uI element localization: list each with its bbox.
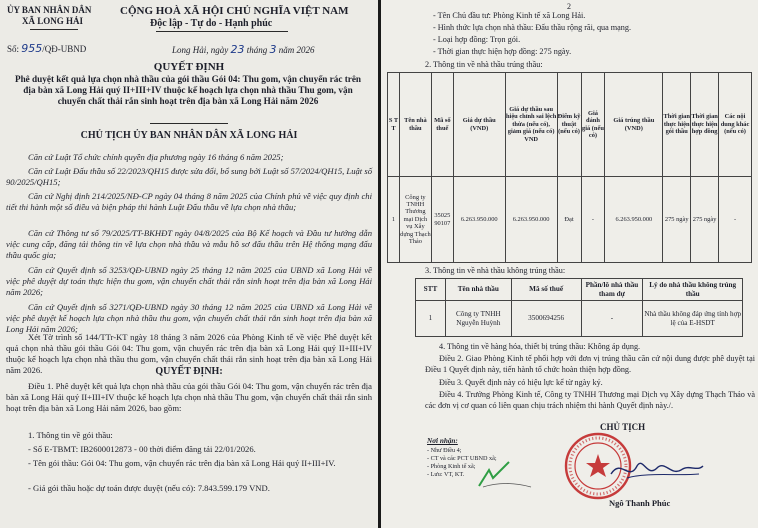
loser-stt: 1 <box>416 301 446 337</box>
issuing-authority: CHỦ TỊCH ỦY BAN NHÂN DÂN XÃ LONG HẢI <box>80 130 298 141</box>
doc-no-handwritten: 955 <box>21 42 43 55</box>
winner-eval-price: - <box>581 177 605 263</box>
winner-col-bid-price: Giá dự thầu (VND) <box>453 73 505 177</box>
decision-page-1 <box>0 0 378 528</box>
legal-basis-2: Căn cứ Luật Đấu thầu số 22/2023/QH15 được sửa đổi, bổ sung bởi Luật số 57/2024/QH15, Luật số 90/2025/QH15; <box>6 166 372 187</box>
loser-heading: 3. Thông tin về nhà thầu không trúng thầu: <box>425 266 566 275</box>
winner-header-row <box>388 73 752 177</box>
date-prefix: Long Hải, ngày <box>172 45 229 55</box>
winner-col-tax: Mã số thuế <box>431 73 453 177</box>
loser-col-tax: Mã số thuế <box>511 279 581 301</box>
winner-col-eval-price: Giá đánh giá (nếu có) <box>581 73 605 177</box>
loser-col-reason: Lý do nhà thầu không trúng thầu <box>643 279 743 301</box>
decision-heading: QUYẾT ĐỊNH: <box>155 366 223 377</box>
winner-col-adjusted-price: Giá dự thầu sau hiệu chỉnh sai lệch thừa (nếu có), giảm giá (nếu có) VND <box>505 73 557 177</box>
issuing-org-commune: XÃ LONG HẢI <box>22 16 84 26</box>
winner-col-package-time: Thời gian thực hiện gói thầu <box>663 73 691 177</box>
legal-basis-5: Căn cứ Quyết định số 3253/QĐ-UBND ngày 25 tháng 12 năm 2025 của UBND xã Long Hải về việc phê duyệt dự toán thực hiện thu gom, vận chuyển chất thải rắn sinh hoạt trên địa bàn xã Long Hải năm 2026; <box>6 265 372 297</box>
e-tbmt-number: - Số E-TBMT: IB2600012873 - 00 thời điểm đăng tải 22/01/2026. <box>28 444 256 454</box>
place-and-date <box>172 43 315 56</box>
subject-underline <box>150 123 228 124</box>
loser-col-lot: Phần/lô nhà thầu tham dự <box>581 279 643 301</box>
winner-col-contract-time: Thời gian thực hiện hợp đồng <box>691 73 719 177</box>
legal-basis-4: Căn cứ Thông tư số 79/2025/TT-BKHĐT ngày 04/8/2025 của Bộ Kế hoạch và Đầu tư hướng dẫn việc cung cấp, đăng tải thông tin về lựa chọn nhà thầu và mẫu hồ sơ đấu thầu trên Hệ thống mạng đấu thầu quốc gia; <box>6 228 372 260</box>
winner-col-other: Các nội dung khác (nếu có) <box>719 73 752 177</box>
winner-contract-time: 275 ngày <box>691 177 719 263</box>
winner-col-award-price: Giá trúng thầu (VND) <box>605 73 663 177</box>
article-2: Điều 2. Giao Phòng Kinh tế phối hợp với đơn vị trúng thầu căn cứ nội dung được phê duyệt tại Điều 1 Quyết định này, tiến hành tổ chức hoàn thiện hợp đồng. <box>425 354 755 374</box>
signer-name: Ngô Thanh Phúc <box>609 498 671 508</box>
winner-name: Công ty TNHH Thương mại Dịch vụ Xây dựng Thạch Thảo <box>399 177 431 263</box>
selection-method: - Hình thức lựa chọn nhà thầu: Đấu thầu rộng rãi, qua mạng. <box>433 23 632 32</box>
loser-lot: - <box>581 301 643 337</box>
winner-other: - <box>719 177 752 263</box>
date-suffix: năm 2026 <box>278 45 315 55</box>
loser-col-name: Tên nhà thầu <box>445 279 511 301</box>
loser-table <box>415 278 743 337</box>
winner-award-price: 6.263.950.000 <box>605 177 663 263</box>
page-number: 2 <box>567 2 571 11</box>
goods-info: 4. Thông tin về hàng hóa, thiết bị trúng thầu: Không áp dụng. <box>439 342 641 351</box>
date-mid: tháng <box>246 45 268 55</box>
loser-name: Công ty TNHH Nguyễn Huỳnh <box>445 301 511 337</box>
document-number <box>7 42 86 55</box>
winner-stt: 1 <box>388 177 400 263</box>
package-info-heading: 1. Thông tin về gói thầu: <box>28 430 113 440</box>
doc-no-prefix: Số: <box>7 44 20 54</box>
recipient-2: - CT và các PCT UBND xã; <box>427 455 497 462</box>
winner-heading: 2. Thông tin về nhà thầu trúng thầu: <box>425 60 543 69</box>
winner-tech-score: Đạt <box>557 177 581 263</box>
decision-page-2 <box>381 0 758 528</box>
date-day: 23 <box>230 43 245 56</box>
loser-reason: Nhà thầu không đáp ứng tính hợp lệ của E-HSDT <box>643 301 743 337</box>
winner-col-stt: S T T <box>388 73 400 177</box>
winner-col-tech-score: Điểm kỹ thuật (nếu có) <box>557 73 581 177</box>
winner-package-time: 275 ngày <box>663 177 691 263</box>
document-type: QUYẾT ĐỊNH <box>153 61 225 73</box>
handwritten-signature <box>607 452 707 486</box>
legal-basis-1: Căn cứ Luật Tổ chức chính quyền địa phương ngày 16 tháng 6 năm 2025; <box>28 152 284 162</box>
article-4: Điều 4. Trưởng Phòng Kinh tế, Công ty TNHH Thương mại Dịch vụ Xây dựng Thạch Thảo và các đơn vị cơ quan có liên quan chịu trách nhiệm thi hành Quyết định này./. <box>425 390 755 410</box>
investor: - Tên Chủ đầu tư: Phòng Kinh tế xã Long Hải. <box>433 11 586 20</box>
decision-subject: Phê duyệt kết quả lựa chọn nhà thầu của gói thầu Gói 04: Thu gom, vận chuyển rác trên địa bàn xã Long Hải quý II+III+IV thuộc kế hoạch lựa chọn nhà thầu Thu gom, vận chuyển chất thải rắn sinh hoạt trên địa bàn xã Long Hải năm 2026 <box>14 74 362 107</box>
contract-type: - Loại hợp đồng: Trọn gói. <box>433 35 521 44</box>
digital-signature-mark <box>475 460 535 490</box>
winner-adjusted-price: 6.263.950.000 <box>505 177 557 263</box>
national-motto: Độc lập - Tự do - Hạnh phúc <box>150 18 273 29</box>
org-underline <box>30 29 78 30</box>
package-name: - Tên gói thầu: Gói 04: Thu gom, vận chuyển rác trên địa bàn xã Long Hải quý II+III+IV. <box>28 458 336 468</box>
package-price: - Giá gói thầu hoặc dự toán được duyệt (nếu có): 7.843.599.179 VND. <box>28 483 270 493</box>
winner-table <box>387 72 752 263</box>
recipient-1: - Như Điều 4; <box>427 447 462 454</box>
recipients-heading: Nơi nhận: <box>427 437 458 445</box>
doc-no-suffix: /QĐ-UBND <box>42 44 87 54</box>
winner-col-name: Tên nhà thầu <box>399 73 431 177</box>
recipient-4: - Lưu: VT, KT. <box>427 471 465 478</box>
motto-underline <box>156 31 288 32</box>
legal-basis-7: Xét Tờ trình số 144/TTr-KT ngày 18 tháng 3 năm 2026 của Phòng Kinh tế về việc Phê duyệt kết quả chọn nhà thầu gói thầu Gói 04: Thu gom, vận chuyển rác trên địa bàn xã Long Hải quý II+III+IV thuộc kế hoạch lựa chọn nhà thầu thu gom, vận chuyển chất thải rắn sinh hoạt trên địa bàn xã Long Hải năm 2026. <box>6 332 372 375</box>
recipient-3: - Phòng Kinh tế xã; <box>427 463 476 470</box>
issuing-org: ỦY BAN NHÂN DÂN <box>7 5 92 15</box>
article-1: Điều 1. Phê duyệt kết quả lựa chọn nhà thầu của gói thầu Gói 04: Thu gom, vận chuyển rác trên địa bàn xã Long Hải quý II+III+IV thuộc kế hoạch lựa chọn nhà thầu Thu gom, vận chuyển chất thải rắn sinh hoạt trên địa bàn xã Long Hải năm 2026, bao gồm: <box>6 381 372 413</box>
winner-tax-code: 35025 90107 <box>431 177 453 263</box>
loser-col-stt: STT <box>416 279 446 301</box>
signature-title: CHỦ TỊCH <box>600 422 646 432</box>
contract-duration: - Thời gian thực hiện hợp đồng: 275 ngày. <box>433 47 572 56</box>
winner-row <box>388 177 752 263</box>
loser-header-row <box>416 279 743 301</box>
legal-basis-3: Căn cứ Nghị định 214/2025/NĐ-CP ngày 04 tháng 8 năm 2025 của Chính phủ về việc quy định chi tiết thi hành một số điều và biện pháp thi hành Luật Đấu thầu về lựa chọn nhà thầu; <box>6 191 372 212</box>
date-month: 3 <box>269 43 277 56</box>
legal-basis-6: Căn cứ Quyết định số 3271/QĐ-UBND ngày 30 tháng 12 năm 2025 của UBND xã Long Hải về việc phê duyệt kế hoạch lựa chọn nhà thầu thu gom, vận chuyển chất thải rắn sinh hoạt trên địa bàn xã Long Hải năm 2026; <box>6 302 372 334</box>
national-title: CỘNG HOÀ XÃ HỘI CHỦ NGHĨA VIỆT NAM <box>120 5 349 17</box>
winner-bid-price: 6.263.950.000 <box>453 177 505 263</box>
article-3: Điều 3. Quyết định này có hiệu lực kể từ ngày ký. <box>439 378 603 387</box>
loser-tax-code: 3500694256 <box>511 301 581 337</box>
loser-row <box>416 301 743 337</box>
